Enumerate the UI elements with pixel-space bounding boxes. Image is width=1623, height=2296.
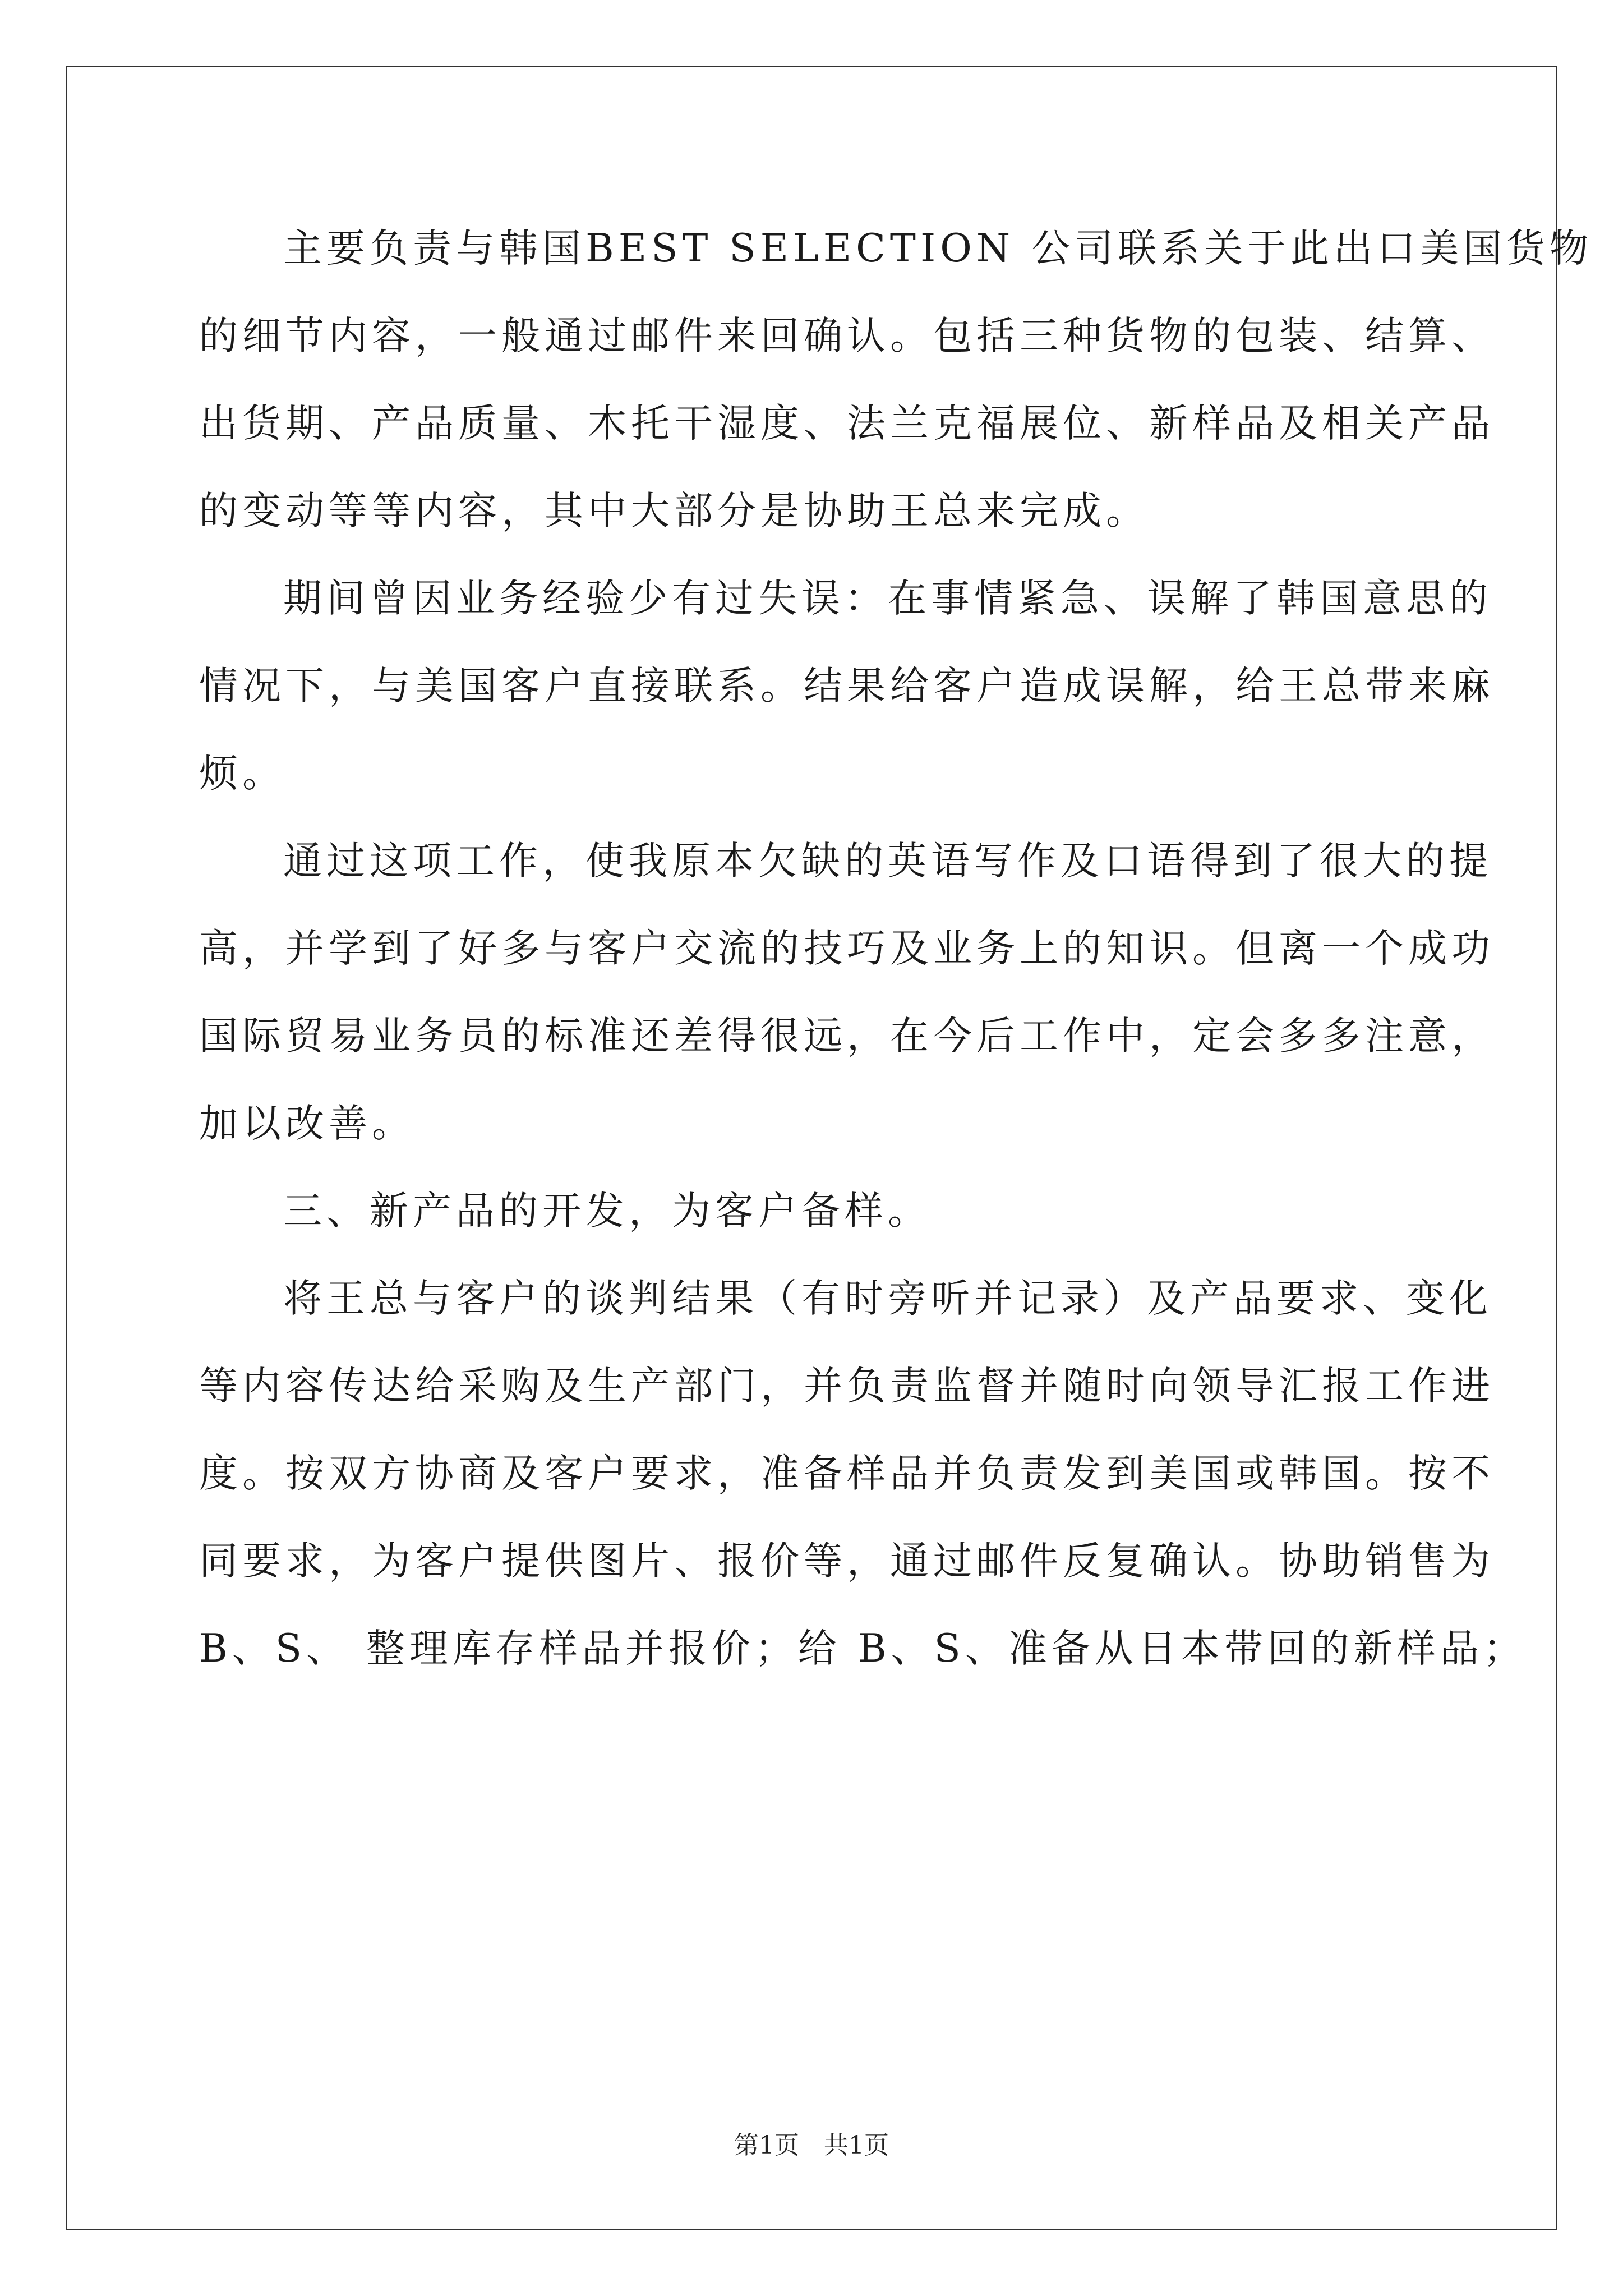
section-heading: 三、新产品的开发，为客户备样。 — [283, 1189, 931, 1234]
text-line: 主要负责与韩国BEST SELECTION 公司联系关于此出口美国货物 — [283, 226, 1593, 271]
text-line: 高，并学到了好多与客户交流的技巧及业务上的知识。但离一个成功 — [199, 926, 1495, 971]
text-line: 烦。 — [199, 751, 285, 796]
text-line: 通过这项工作，使我原本欠缺的英语写作及口语得到了很大的提 — [283, 839, 1492, 884]
text-line: 的变动等等内容，其中大部分是协助王总来完成。 — [199, 489, 1149, 533]
text-line: B、S、 整理库存样品并报价；给 B、S、准备从日本带回的新样品； — [199, 1626, 1527, 1671]
text-line: 国际贸易业务员的标准还差得很远，在今后工作中，定会多多注意， — [199, 1014, 1495, 1059]
document-body — [199, 219, 1593, 1706]
text-line: 期间曾因业务经验少有过失误：在事情紧急、误解了韩国意思的 — [283, 576, 1492, 621]
text-line: 情况下，与美国客户直接联系。结果给客户造成误解，给王总带来麻 — [199, 664, 1495, 708]
text-line: 加以改善。 — [199, 1101, 415, 1146]
text-line: 同要求，为客户提供图片、报价等，通过邮件反复确认。协助销售为 — [199, 1539, 1495, 1584]
text-line: 的细节内容，一般通过邮件来回确认。包括三种货物的包装、结算、 — [199, 314, 1495, 358]
text-line: 出货期、产品质量、木托干湿度、法兰克福展位、新样品及相关产品 — [199, 401, 1495, 446]
text-line: 将王总与客户的谈判结果（有时旁听并记录）及产品要求、变化 — [283, 1276, 1492, 1321]
text-line: 度。按双方协商及客户要求，准备样品并负责发到美国或韩国。按不 — [199, 1451, 1495, 1496]
text-line: 等内容传达给采购及生产部门，并负责监督并随时向领导汇报工作进 — [199, 1364, 1495, 1409]
page-number-footer: 第1页 共1页 — [734, 2131, 889, 2160]
